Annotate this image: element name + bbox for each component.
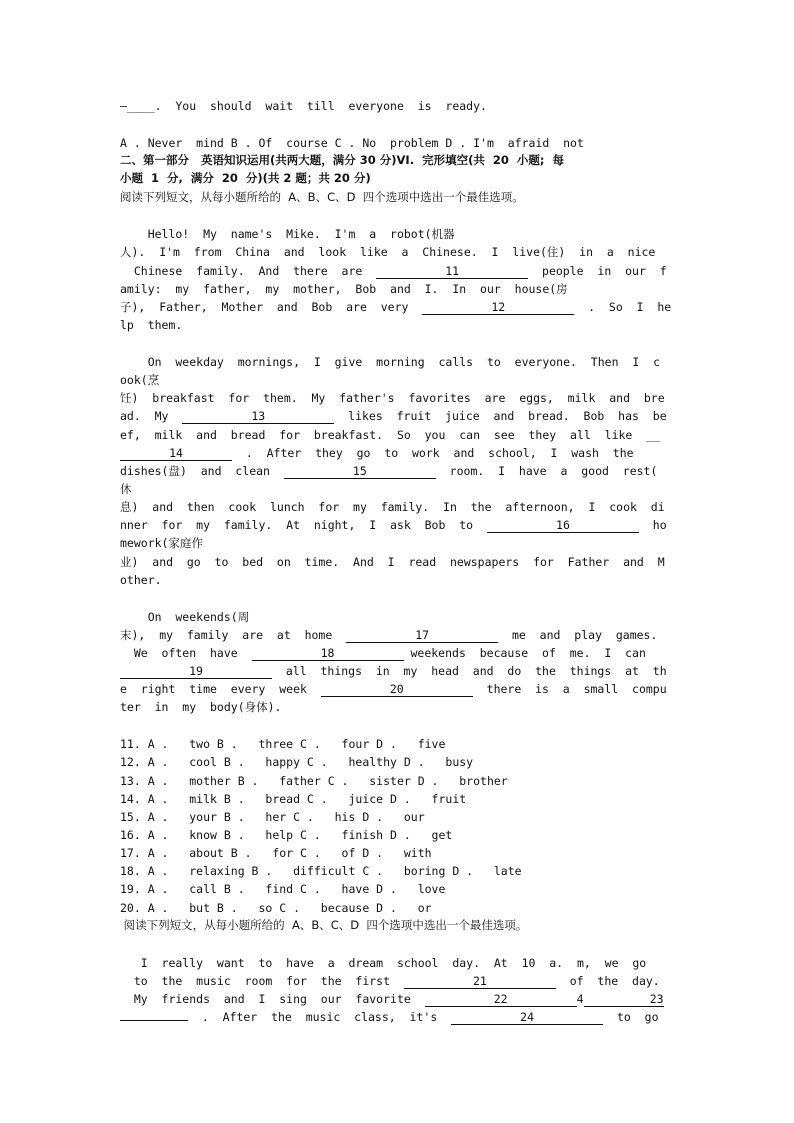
question-13: 13. A . mother B . father C . sister D . brother xyxy=(120,774,508,788)
passage1-line: nner for my family. At night, I ask Bob to 16 ho xyxy=(120,518,667,532)
part2-title-line2: 小题 1 分, 满分 20 分)(共 2 题；共 20 分) xyxy=(120,171,371,185)
blank-14[interactable]: 14 xyxy=(120,446,232,461)
question-11: 11. A . two B . three C . four D . five xyxy=(120,737,446,751)
passage1-line: e right time every week 20 there is a small compu xyxy=(120,682,667,696)
blank-21[interactable]: 21 xyxy=(404,974,556,989)
passage1-line: ef, milk and bread for breakfast. So you can see they all like __ xyxy=(120,428,661,442)
passage1-line: 末), my family are at home 17 me and play games. xyxy=(120,628,658,642)
passage1-line: ter in my body(身体). xyxy=(120,700,282,714)
blank-17[interactable]: 17 xyxy=(346,628,498,643)
blank-13[interactable]: 13 xyxy=(182,409,334,424)
passage1-line: 子), Father, Mother and Bob are very 12 . So I he xyxy=(120,300,672,314)
blank-24[interactable]: 24 xyxy=(451,1010,603,1025)
blank-22[interactable]: 22 xyxy=(425,992,577,1007)
passage1-line: mework(家庭作 xyxy=(120,536,203,550)
instruction-2: 阅读下列短文，从每小题所给的 A、B、C、D 四个选项中选出一个最佳选项。 xyxy=(120,918,528,932)
passage1-line: lp them. xyxy=(120,318,183,332)
blank-23-continued[interactable] xyxy=(120,1020,188,1021)
q10-stem: —____. You should wait till everyone is ready. xyxy=(120,99,487,113)
passage1-line: 业) and go to bed on time. And I read newspapers for Father and M xyxy=(120,555,665,569)
passage1-line: other. xyxy=(120,573,162,587)
question-20: 20. A . but B . so C . because D . or xyxy=(120,901,432,915)
passage1-line: dishes(盘) and clean 15 room. I have a good rest( xyxy=(120,464,658,478)
passage2-line: . After the music class, it's 24 to go xyxy=(120,1009,676,1025)
passage1-line: 饪) breakfast for them. My father's favorites are eggs, milk and bre xyxy=(120,391,665,405)
part2-title-line1: 二、第一部分 英语知识运用(共两大题，满分 30 分)VI. 完形填空(共 20 小题; 每 xyxy=(120,153,564,167)
question-16: 16. A . know B . help C . finish D . get xyxy=(120,828,453,842)
question-15: 15. A . your B . her C . his D . our xyxy=(120,810,425,824)
question-18: 18. A . relaxing B . difficult C . boring D . late xyxy=(120,864,522,878)
passage1-line: On weekends(周 xyxy=(120,610,250,624)
passage1-line: Hello! My name's Mike. I'm a robot(机器 xyxy=(120,227,455,241)
passage1-line: ook(烹 xyxy=(120,373,160,387)
blank-15[interactable]: 15 xyxy=(284,464,436,479)
question-17: 17. A . about B . for C . of D . with xyxy=(120,846,432,860)
question-12: 12. A . cool B . happy C . healthy D . busy xyxy=(120,755,474,769)
passage1-line: We often have 18 weekends because of me. I can xyxy=(120,646,646,660)
passage1-line: 息) and then cook lunch for my family. In the afternoon, I cook di xyxy=(120,500,665,514)
passage1-line: 14 . After they go to work and school, I wash the xyxy=(120,445,676,461)
passage1-line: ad. My 13 likes fruit juice and bread. Bob has be xyxy=(120,409,667,423)
passage1-line: 19 all things in my head and do the things at th xyxy=(120,663,676,679)
passage1-line: 休 xyxy=(120,482,132,496)
blank-11[interactable]: 11 xyxy=(376,264,528,279)
passage2-line: to the music room for the first 21 of the day. xyxy=(120,974,660,988)
passage2-line: My friends and I sing our favorite 22 4 23 xyxy=(120,992,664,1006)
q10-options: A . Never mind B . Of course C . No problem D . I'm afraid not xyxy=(120,136,584,150)
instruction-1: 阅读下列短文，从每小题所给的 A、B、C、D 四个选项中选出一个最佳选项。 xyxy=(120,190,524,204)
blank-18[interactable]: 18 xyxy=(252,646,404,661)
question-14: 14. A . milk B . bread C . juice D . fruit xyxy=(120,792,467,806)
blank-23[interactable]: 23 xyxy=(584,992,664,1007)
blank-20[interactable]: 20 xyxy=(321,682,473,697)
blank-12[interactable]: 12 xyxy=(422,300,574,315)
passage1-line: On weekday mornings, I give morning calls to everyone. Then I c xyxy=(120,355,661,369)
passage2-line: I really want to have a dream school day. At 10 a. m, we go xyxy=(120,956,647,970)
question-19: 19. A . call B . find C . have D . love xyxy=(120,882,446,896)
passage1-line: amily: my father, my mother, Bob and I. In our house(房 xyxy=(120,282,568,296)
blank-19[interactable]: 19 xyxy=(120,664,272,679)
blank-16[interactable]: 16 xyxy=(487,518,639,533)
passage1-line: Chinese family. And there are 11 people in our f xyxy=(120,264,667,278)
passage1-line: 人). I'm from China and look like a Chinese. I live(住) in a nice xyxy=(120,245,656,259)
